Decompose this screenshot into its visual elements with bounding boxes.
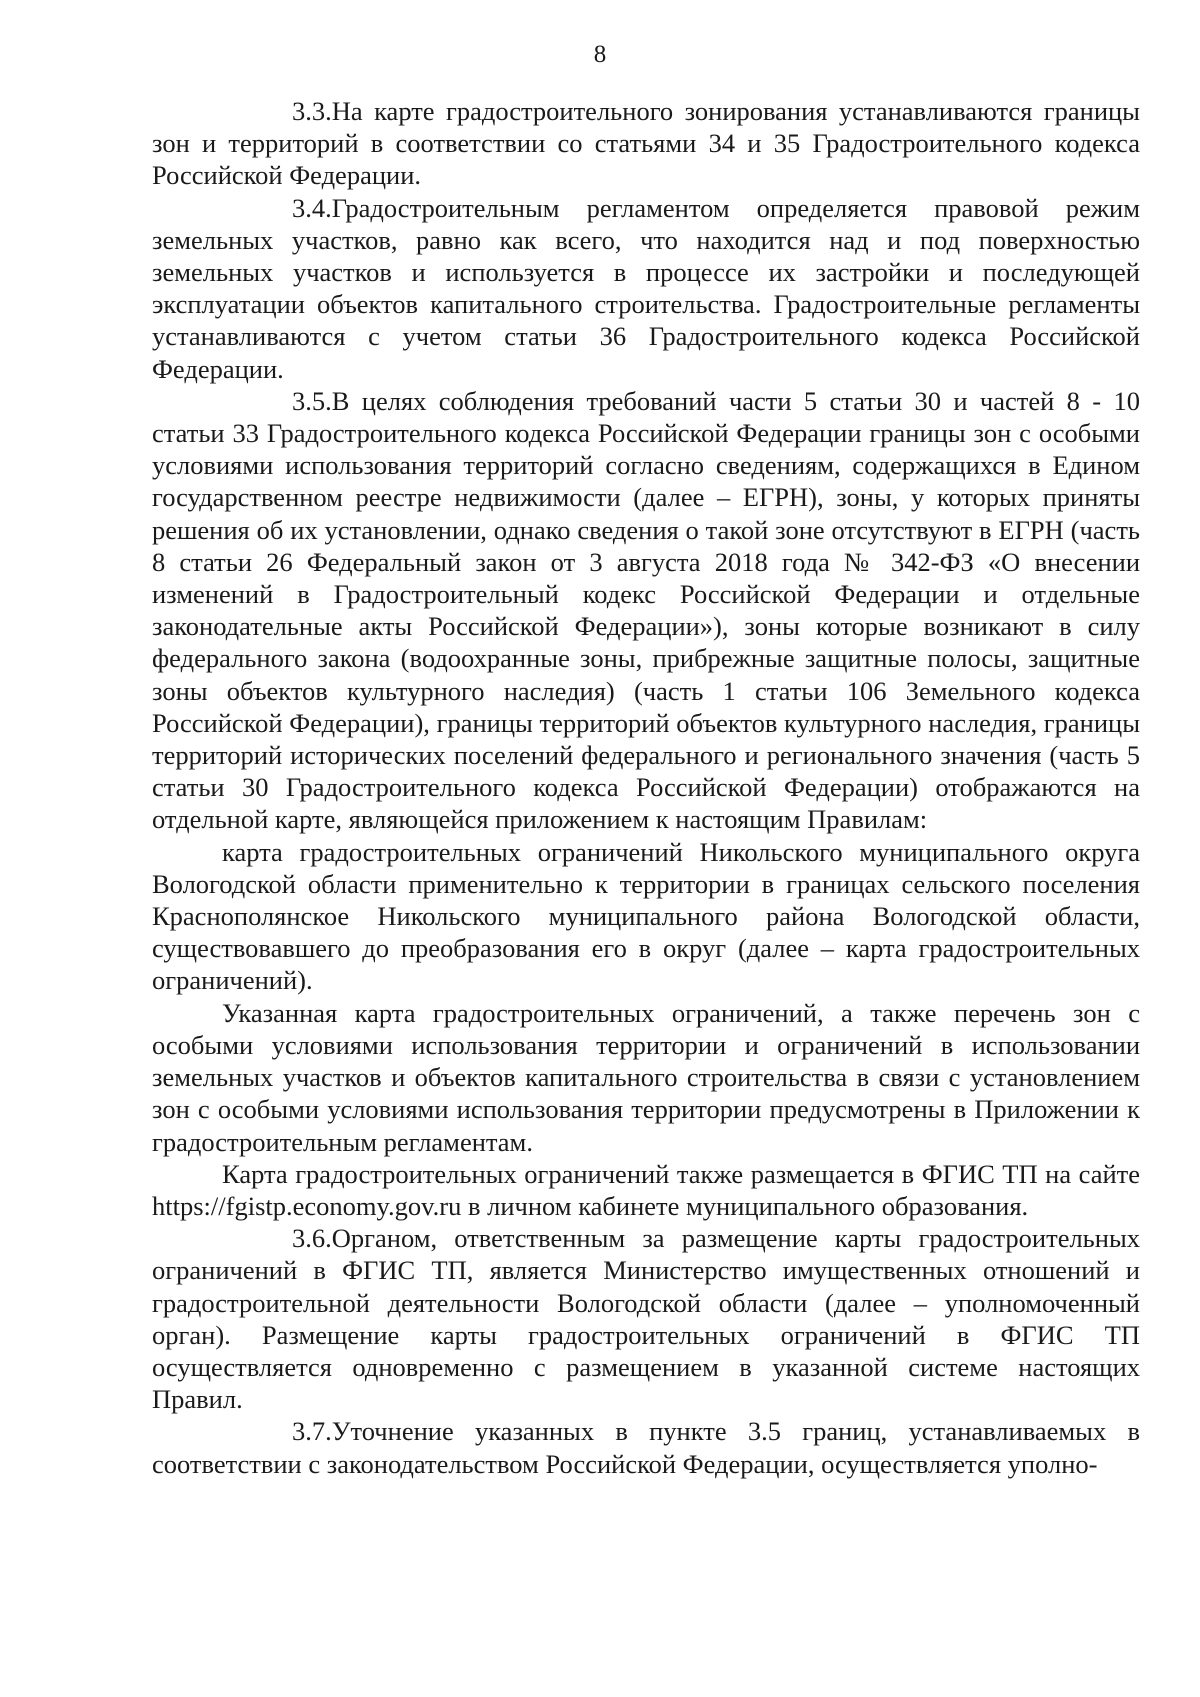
paragraph-3-5	[152, 385, 1140, 836]
paragraph-map-title	[152, 836, 1140, 997]
paragraph-number: 3.7.	[292, 1416, 332, 1447]
paragraph-3-4	[152, 192, 1140, 385]
paragraph-text: Карта градостроительных ограничений также размещается в ФГИС ТП на сайте https://fgistp.economy.gov.ru в личном кабинете муниципального образования.	[152, 1158, 1140, 1221]
paragraph-3-6	[152, 1222, 1140, 1415]
paragraph-map-contents	[152, 997, 1140, 1158]
paragraph-text: карта градостроительных ограничений Никольского муниципального округа Вологодской области применительно к территории в границах сельского поселения Краснополянское Никольского муниципального района Вологодской области, существовавшего до преобразования его в округ (далее – карта градостроительных ограничений).	[152, 836, 1140, 996]
page-number: 8	[593, 41, 607, 68]
paragraph-text: Уточнение указанных в пункте 3.5 границ, устанавливаемых в соответствии с законодательством Российской Федерации, осуществляется уполно-	[152, 1416, 1140, 1479]
paragraph-number: 3.6.	[292, 1223, 332, 1254]
paragraph-number: 3.5.	[292, 385, 332, 416]
paragraph-text: В целях соблюдения требований части 5 статьи 30 и частей 8 - 10 статьи 33 Градостроительного кодекса Российской Федерации границы зон с особыми условиями использования территорий согласно сведениям, содержащихся в Едином государственном реестре недвижимости (далее – ЕГРН), зоны, у которых приняты решения об их установлении, однако сведения о такой зоне отсутствуют в ЕГРН (часть 8 статьи 26 Федеральный закон от 3 августа 2018 года № 342-ФЗ «О внесении изменений в Градостроительный кодекс Российской Федерации и отдельные законодательные акты Российской Федерации»), зоны которые возникают в силу федерального закона (водоохранные зоны, прибрежные защитные полосы, защитные зоны объектов культурного наследия) (часть 1 статьи 106 Земельного кодекса Российской Федерации), границы территорий объектов культурного наследия, границы территорий исторических поселений федерального и регионального значения (часть 5 статьи 30 Градостроительного кодекса Российской Федерации) отображаются на отдельной карте, являющейся приложением к настоящим Правилам:	[152, 385, 1140, 835]
paragraph-text: Органом, ответственным за размещение карты градостроительных ограничений в ФГИС ТП, является Министерство имущественных отношений и градостроительной деятельности Вологодской области (далее – уполномоченный орган). Размещение карты градостроительных ограничений в ФГИС ТП осуществляется одновременно с размещением в указанной системе настоящих Правил.	[152, 1223, 1140, 1415]
document-body	[152, 95, 1140, 1480]
paragraph-text: Указанная карта градостроительных ограничений, а также перечень зон с особыми условиями использования территории и ограничений в использовании земельных участков и объектов капитального строительства в связи с установлением зон с особыми условиями использования территории предусмотрены в Приложении к градостроительным регламентам.	[152, 997, 1140, 1157]
paragraph-3-7	[152, 1415, 1140, 1479]
paragraph-text: На карте градостроительного зонирования устанавливаются границы зон и территорий в соответствии со статьями 34 и 35 Градостроительного кодекса Российской Федерации.	[152, 96, 1140, 191]
paragraph-3-3	[152, 95, 1140, 192]
paragraph-number: 3.3.	[292, 96, 332, 126]
paragraph-fgis-placement	[152, 1158, 1140, 1222]
paragraph-text: Градостроительным регламентом определяется правовой режим земельных участков, равно как всего, что находится над и под поверхностью земельных участков и используется в процессе их застройки и последующей эксплуатации объектов капитального строительства. Градостроительные регламенты устанавливаются с учетом статьи 36 Градостроительного кодекса Российской Федерации.	[152, 192, 1140, 384]
paragraph-number: 3.4.	[292, 192, 332, 223]
